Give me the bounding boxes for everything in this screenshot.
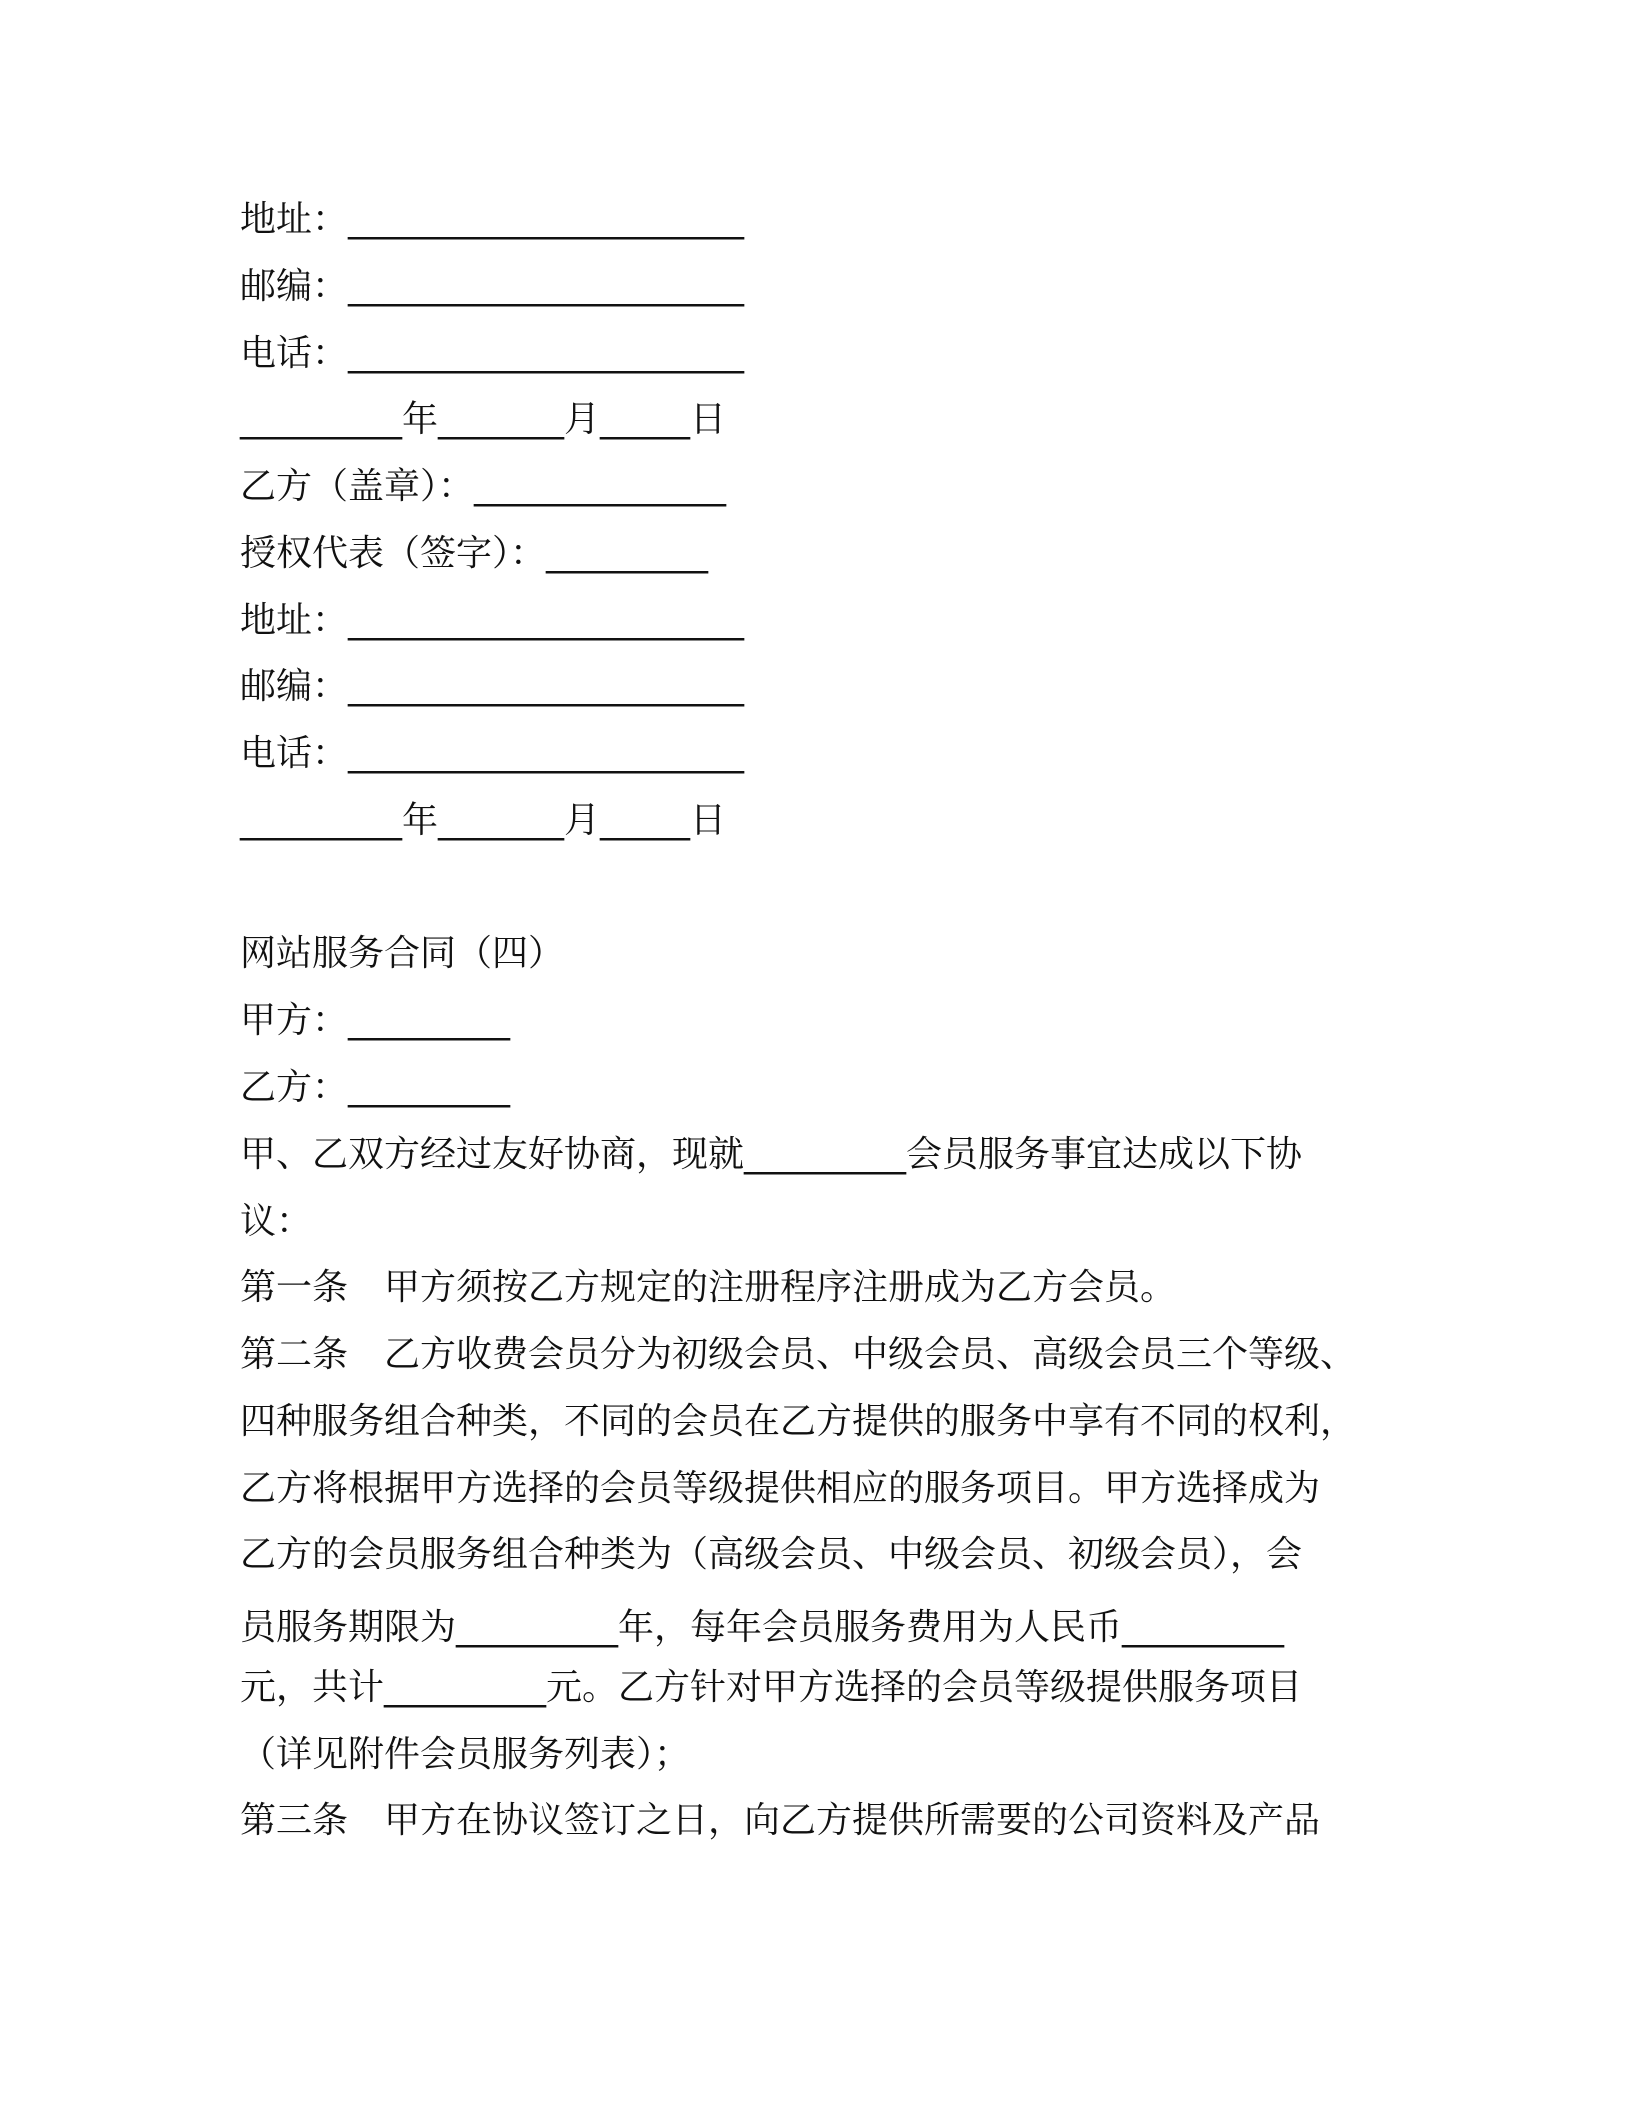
date-line-1: _________年_______月_____日	[240, 399, 726, 440]
article-1: 第一条 甲方须按乙方规定的注册程序注册成为乙方会员。	[240, 1267, 1177, 1308]
preamble-line-1: 甲、乙双方经过友好协商，现就_________会员服务事宜达成以下协	[240, 1134, 1303, 1175]
phone-line-2: 电话：______________________	[240, 733, 745, 774]
article-2-line-7: （详见附件会员服务列表）；	[240, 1734, 691, 1775]
article-2-line-2: 四种服务组合种类，不同的会员在乙方提供的服务中享有不同的权利，	[240, 1401, 1357, 1442]
postcode-line-1: 邮编：______________________	[240, 266, 745, 307]
article-2-line-5: 员服务期限为_________年，每年会员服务费用为人民币_________	[240, 1607, 1285, 1648]
party-b-seal-line: 乙方（盖章）：______________	[240, 466, 727, 507]
postcode-line-2: 邮编：______________________	[240, 666, 745, 707]
date-line-2: _________年_______月_____日	[240, 800, 726, 841]
address-line-1: 地址：______________________	[240, 199, 745, 240]
authorized-rep-line: 授权代表（签字）：_________	[240, 533, 709, 574]
party-a-line: 甲方：_________	[240, 1000, 511, 1041]
article-2-line-3: 乙方将根据甲方选择的会员等级提供相应的服务项目。甲方选择成为	[240, 1468, 1321, 1509]
article-2-line-6: 元，共计_________元。乙方针对甲方选择的会员等级提供服务项目	[240, 1667, 1303, 1708]
phone-line-1: 电话：______________________	[240, 333, 745, 374]
article-2-line-1: 第二条 乙方收费会员分为初级会员、中级会员、高级会员三个等级、	[240, 1334, 1357, 1375]
contract-title: 网站服务合同（四）	[240, 933, 565, 974]
preamble-line-2: 议：	[240, 1201, 313, 1242]
article-2-line-4: 乙方的会员服务组合种类为（高级会员、中级会员、初级会员），会	[240, 1534, 1303, 1575]
article-3-line-1: 第三条 甲方在协议签订之日，向乙方提供所需要的公司资料及产品	[240, 1800, 1321, 1841]
address-line-2: 地址：______________________	[240, 600, 745, 641]
party-b-line: 乙方：_________	[240, 1067, 511, 1108]
